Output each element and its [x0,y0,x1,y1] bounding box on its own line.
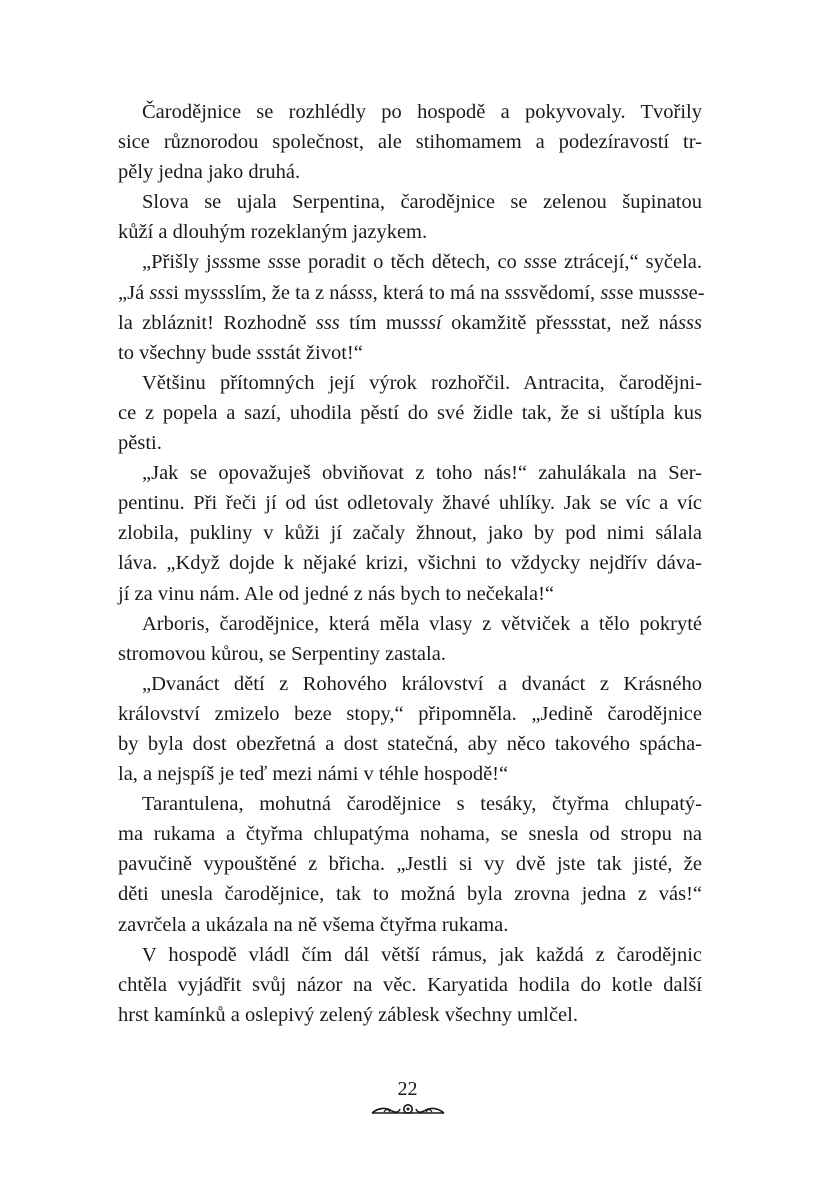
text-segment: la, a nejspíš je teď mezi námi v téhle hospodě!“ [118,763,509,786]
text-segment: e poradit o těch dětech, co [291,251,524,274]
text-segment: ma rukama a čtyřma chlupatýma nohama, se snesla od stropu na [118,823,702,846]
text-segment: jí za vinu nám. Ale od jedné z nás bych to nečekala!“ [118,582,555,605]
text-segment: kůží a dlouhým rozeklaným jazykem. [118,221,428,244]
text-segment: Tarantulena, mohutná čarodějnice s tesáky, čtyřma chlupatý- [142,793,702,816]
text-line [118,398,702,428]
text-line [118,127,702,157]
flourish-ornament-icon [370,1103,446,1115]
text-line [118,548,702,578]
text-line [118,97,702,127]
text-segment: tím mu [339,311,413,334]
text-line [118,488,702,518]
text-segment: , která to má na [372,281,505,304]
text-segment: děti unesla čarodějnice, tak to možná byla zrovna jedna z vás!“ [118,883,702,906]
text-line [118,970,702,1000]
italic-text-segment: sss [678,311,702,334]
text-line [118,669,702,699]
text-line [118,940,702,970]
text-line [118,759,702,789]
text-segment: okamžitě pře [441,311,562,334]
page-number: 22 [397,1078,418,1100]
text-line [118,157,702,187]
text-segment: vědomí, [528,281,601,304]
text-segment: hrst kamínků a oslepivý zelený záblesk všechny umlčel. [118,1003,578,1026]
text-line [118,368,702,398]
text-segment: Slova se ujala Serpentina, čarodějnice se zelenou šupinatou [142,191,702,214]
text-segment: „Já [118,281,150,304]
text-segment: „Jak se opovažuješ obviňovat z toho nás!“ zahulákala na Ser- [142,462,702,485]
text-line [118,278,705,308]
text-line [118,609,702,639]
text-line [118,187,702,217]
text-segment: království zmizelo beze stopy,“ připomněla. „Jedině čarodějnice [118,702,702,725]
text-segment: chtěla vyjádřit svůj názor na věc. Karyatida hodila do kotle další [118,973,702,996]
text-segment: V hospodě vládl čím dál větší rámus, jak každá z čarodějnic [142,943,702,966]
text-segment: tat, než ná [585,311,679,334]
italic-text-segment: sss [315,311,340,334]
italic-text-segment: sss [600,281,625,304]
text-segment: e ztrácejí,“ syčela. [547,251,702,274]
text-segment: la zbláznit! Rozhodně [118,311,316,334]
italic-text-segment: sss [348,281,373,304]
text-segment: stromovou kůrou, se Serpentiny zastala. [118,642,446,665]
text-line [118,699,702,729]
text-segment: by byla dost obezřetná a dost statečná, aby něco takového spácha- [118,732,702,755]
italic-text-segment: sssí [412,311,442,334]
text-segment: pentinu. Při řeči jí od úst odletovaly žhavé uhlíky. Jak se víc a víc [118,492,702,515]
text-line [118,819,702,849]
italic-text-segment: sss [267,251,292,274]
text-line [118,1000,702,1030]
text-line [118,729,702,759]
text-segment: e- [688,281,705,304]
text-segment: me [235,251,268,274]
text-line [118,458,702,488]
text-segment: lím, že ta z ná [234,281,349,304]
text-segment: ce z popela a sazí, uhodila pěstí do své židle tak, že si uštípla kus [118,401,702,424]
italic-text-segment: sss [504,281,529,304]
text-segment: pěly jedna jako druhá. [118,161,301,184]
italic-text-segment: sss [211,251,236,274]
text-segment: Čarodějnice se rozhlédly po hospodě a pokyvovaly. Tvořily [142,101,702,123]
text-segment: Většinu přítomných její výrok rozhořčil. Antracita, čarodějni- [142,371,702,394]
text-segment: „Dvanáct dětí z Rohového království a dvanáct z Krásného [142,672,702,695]
text-line [118,639,702,669]
text-line [118,879,702,909]
text-segment: e mu [624,281,665,304]
text-segment: zavrčela a ukázala na ně všema čtyřma rukama. [118,913,509,936]
text-segment: i my [173,281,211,304]
italic-text-segment: sss [149,281,174,304]
text-segment: pavučině vypouštěné z břicha. „Jestli si vy dvě jste tak jisté, že [118,853,702,876]
text-line [118,428,702,458]
text-line [118,849,702,879]
italic-text-segment: sss [664,281,689,304]
body-text [118,97,705,1030]
text-segment: Arboris, čarodějnice, která měla vlasy z větviček a tělo pokryté [142,612,702,635]
text-line [118,579,702,609]
text-line [118,217,702,247]
text-line [118,247,702,277]
text-line [118,308,702,338]
text-line [118,338,702,368]
italic-text-segment: sss [256,341,281,364]
text-segment: sice různorodou společnost, ale stihomamem a podezíravostí tr- [118,131,702,154]
italic-text-segment: sss [523,251,548,274]
text-segment: tát život!“ [280,341,363,364]
text-segment: pěsti. [118,432,162,455]
italic-text-segment: sss [210,281,235,304]
text-segment: „Přišly j [142,251,212,274]
text-line [118,910,702,940]
text-line [118,789,702,819]
page-footer [0,1078,815,1115]
text-line [118,518,702,548]
text-segment: zlobila, pukliny v kůži jí začaly žhnout, jako by pod nimi sálala [118,522,702,545]
text-segment: láva. „Když dojde k nějaké krizi, všichni to vždycky nejdřív dáva- [118,552,702,575]
italic-text-segment: sss [561,311,586,334]
text-segment: to všechny bude [118,341,257,364]
